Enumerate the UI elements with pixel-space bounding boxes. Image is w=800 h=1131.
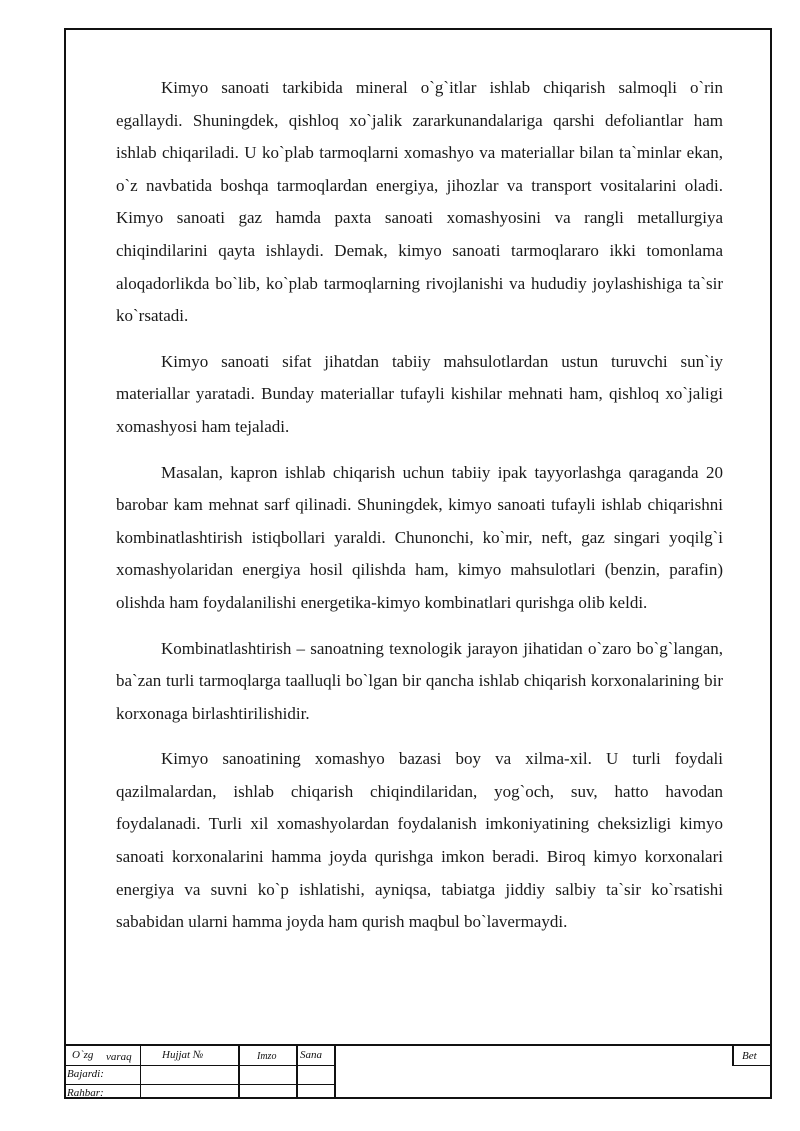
document-body (116, 72, 723, 952)
stamp-row-line (64, 1065, 334, 1066)
stamp-bet-label: Bet (742, 1050, 757, 1062)
stamp-varaq-label: varaq (106, 1051, 132, 1063)
stamp-row-line (64, 1084, 334, 1085)
stamp-divider (140, 1046, 141, 1099)
paragraph-3: Masalan, kapron ishlab chiqarish uchun tabiiy ipak tayyorlashga qaraganda 20 barobar kam mehnat sarf qilinadi. Shuningdek, kimyo sanoati tufayli ishlab chiqarishni kombinatlashtirish istiqbollari yaraldi. Chunonchi, ko`mir, neft, gaz singari yoqilg`i xomashyolaridan energiya hosil qilishda ham, kimyo mahsulotlari (benzin, parafin) olishda ham foydalanilishi energetika-kimyo kombinatlari qurishga olib keldi. (116, 462, 723, 612)
stamp-divider (296, 1046, 298, 1099)
paragraph-2: Kimyo sanoati sifat jihatdan tabiiy mahsulotlardan ustun turuvchi sun`iy materiallar yaratadi. Bunday materiallar tufayli kishilar mehnati ham, qishloq xo`jaligi xomashyosi ham tejaladi. (116, 351, 723, 436)
stamp-divider (238, 1046, 240, 1099)
paragraph-1: Kimyo sanoati tarkibida mineral o`g`itlar ishlab chiqarish salmoqli o`rin egallaydi. Shuningdek, qishloq xo`jalik zararkunandalariga qarshi defoliantlar ham ishlab chiqariladi. U ko`plab tarmoqlarni xomashyo va materiallar bilan ta`minlar ekan, o`z navbatida boshqa tarmoqlardan energiya, jihozlar va transport vositalarini oladi. Kimyo sanoati gaz hamda paxta sanoati xomashyosini va rangli metallurgiya chiqindilarini qayta ishlaydi. Demak, kimyo sanoati tarmoqlararo ikki tomonlama aloqadorlikda bo`lib, ko`plab tarmoqlarning rivojlanishi va hududiy joylashishiga ta`sir ko`rsatadi. (116, 78, 723, 326)
title-block (64, 1044, 772, 1099)
stamp-hujjat-label: Hujjat № (162, 1049, 204, 1061)
stamp-row-line (732, 1065, 772, 1066)
stamp-sana-label: Sana (300, 1049, 322, 1061)
stamp-divider (732, 1046, 734, 1066)
stamp-ozg-label: O`zg (72, 1049, 94, 1061)
stamp-bajardi-label: Bajardi: (67, 1068, 104, 1080)
paragraph-4: Kombinatlashtirish – sanoatning texnologik jarayon jihatidan o`zaro bo`g`langan, ba`zan turli tarmoqlarga taalluqli bo`lgan bir qancha ishlab chiqarish korxonalarining bir korxonaga birlashtirilishidir. (116, 638, 723, 723)
paragraph-5: Kimyo sanoatining xomashyo bazasi boy va xilma-xil. U turli foydali qazilmalardan, ishlab chiqarish chiqindilaridan, yog`och, suv, hatto havodan foydalanadi. Turli xil xomashyolardan foydalanish imkoniyatining cheksizligi kimyo sanoati korxonalarini hamma joyda qurishga imkon beradi. Biroq kimyo korxonalari energiya va suvni ko`p ishlatishi, ayniqsa, tabiatga jiddiy salbiy ta`sir ko`rsatishi sababidan ularni hamma joyda ham qurish maqbul bo`lavermaydi. (116, 749, 723, 932)
stamp-rahbar-label: Rahbar: (67, 1087, 104, 1099)
stamp-imzo-label: Imzo (257, 1051, 277, 1062)
stamp-divider (334, 1046, 336, 1099)
